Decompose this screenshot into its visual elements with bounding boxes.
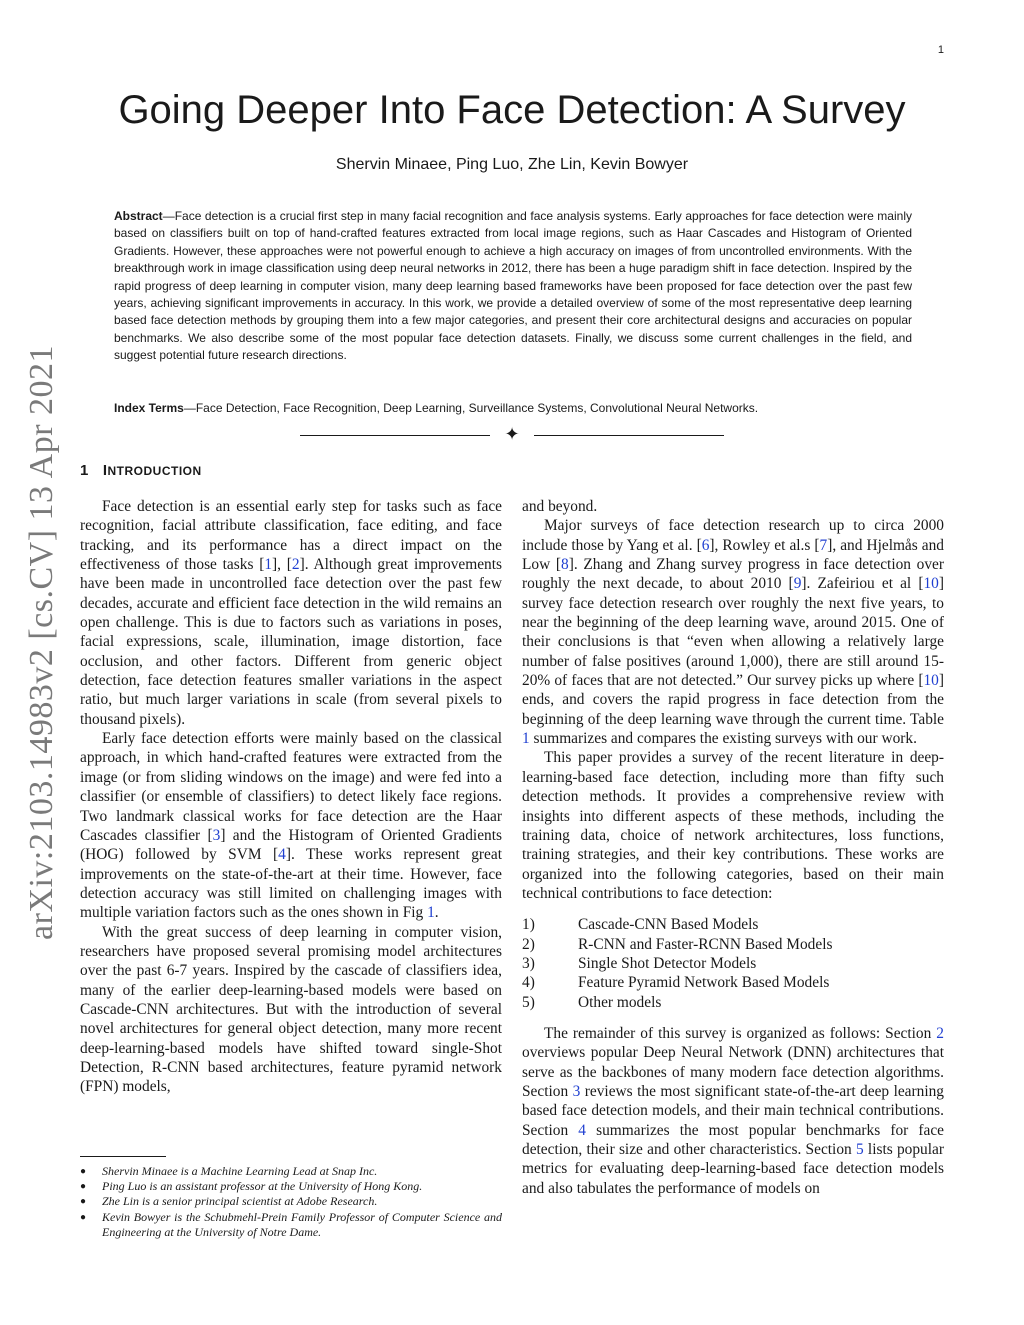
index-terms-text: —Face Detection, Face Recognition, Deep Learning, Surveillance Systems, Convolutional Neural Networks. (183, 401, 759, 415)
section-link[interactable]: 5 (855, 1141, 864, 1158)
footnote-text: Shervin Minaee is a Machine Learning Lead at Snap Inc. (102, 1164, 378, 1178)
text-run: Face detection is an essential early step for tasks such as face recognition, facial attribute classification, face editing, and face tracking, and its performance has a direct impact on the effectiveness of those tasks [ (80, 498, 502, 574)
text-run: lists popular metrics for evaluating deep-learning-based face detection models and also tabulates the performance of models on (522, 1141, 944, 1197)
category-label: R-CNN and Faster-RCNN Based Models (578, 935, 833, 953)
text-run: reviews the most significant state-of-the-art deep learning based face detection models, and their main technical contributions. Section (522, 1082, 944, 1139)
page-number: 1 (937, 44, 944, 56)
text-run: ]. Although great improvements have been made in uncontrolled face detection over the past few decades, accurate and efficient face detection in the wild remains an open challenge. This is due to factors such as variations in poses, facial expressions, scale, illumination, image distortion, face occlusion, and other factors. Different from generic object detection, face detection features smaller variations in the aspect ratio, but much larger variations in scale (from several pixels to thousand pixels). (80, 556, 503, 728)
bullet-icon: ● (80, 1211, 87, 1223)
footnote-item (80, 1194, 502, 1209)
citation-link[interactable]: 6 (701, 536, 710, 554)
section-divider (300, 426, 724, 446)
footnote-item (80, 1210, 502, 1240)
text-run: summarizes the most popular benchmarks for face detection, their size and other characteristics. Section (522, 1121, 945, 1158)
abstract-text: —Face detection is a crucial first step in many facial recognition and face analysis systems. Early approaches for face detection were mainly based on classifiers built on top of hand-crafted features extracted from local image regions, such as Haar Cascades and Histogram of Oriented Gradients. However, these approaches were not powerful enough to achieve a high accuracy on images of from uncontrolled environments. With the breakthrough work in image classification using deep neural networks in 2012, there has been a huge paradigm shift in face detection. Inspired by the rapid progress of deep learning in computer vision, many deep learning based frameworks have been proposed for face detection over the past few years, achieving significant improvements in accuracy. In this work, we provide a detailed overview of some of the most representative deep learning based face detection methods by grouping them into a few major categories, and present their core architectural designs and accuracies on popular benchmarks. We also describe some of the most popular face detection datasets. Finally, we discuss some current challenges in the field, and suggest potential future research directions. (114, 209, 912, 363)
text-run: ], and Hjelmås and Low [ (522, 536, 944, 574)
category-list (522, 915, 944, 1012)
index-terms (114, 400, 912, 417)
citation-link[interactable]: 3 (212, 826, 221, 844)
citation-link[interactable]: 8 (561, 556, 569, 574)
category-label: Other models (578, 993, 662, 1011)
citation-link[interactable]: 1 (264, 556, 273, 574)
divider-line-right (534, 435, 724, 436)
index-terms-label: Index Terms (114, 401, 184, 415)
section-title-rest: NTRODUCTION (107, 464, 202, 478)
intro-paragraph-continued: and beyond. (522, 498, 598, 515)
citation-link[interactable]: 10 (923, 672, 939, 690)
abstract-label: Abstract (114, 209, 163, 223)
category-item (522, 935, 944, 954)
intro-paragraph-2 (80, 729, 502, 922)
section-link[interactable]: 4 (578, 1121, 586, 1139)
citation-link[interactable]: 7 (819, 536, 828, 554)
text-run: ], [ (272, 556, 292, 574)
footnote-item (80, 1164, 502, 1179)
category-item (522, 973, 944, 992)
section-title-initial: I (102, 462, 108, 479)
citation-link[interactable]: 2 (291, 556, 300, 574)
footnote-text: Ping Luo is an assistant professor at the University of Hong Kong. (102, 1179, 423, 1194)
text-run: Major surveys of face detection research up to circa 2000 include those by Yang et al. [ (522, 517, 944, 554)
intro-paragraph-4 (522, 516, 944, 748)
citation-link[interactable]: 10 (923, 575, 939, 593)
text-run: overviews popular Deep Neural Network (DNN) architectures that serve as the backbones of many modern face detection algorithms. Section (522, 1044, 944, 1100)
text-run: ]. These works represent great improvements on the state-of-the-art at their time. However, face detection accuracy was still limited on challenging images with multiple variation factors such as the ones shown in Fig (80, 846, 502, 922)
table-link[interactable]: 1 (522, 730, 530, 748)
footnote-rule (80, 1156, 166, 1157)
category-item (522, 915, 944, 934)
section-link[interactable]: 2 (936, 1024, 944, 1042)
category-number: 5) (522, 993, 535, 1011)
section-link[interactable]: 3 (572, 1082, 581, 1100)
text-run: ] ends, and covers the rapid progress in face detection from the beginning of the deep learning wave through the current time. Table (522, 672, 944, 728)
category-number: 3) (522, 954, 535, 972)
category-label: Feature Pyramid Network Based Models (578, 974, 830, 992)
text-run: summarizes and compares the existing surveys with our work. (529, 730, 917, 748)
footnote-item (80, 1179, 502, 1194)
paper-title: Going Deeper Into Face Detection: A Survey (118, 88, 906, 132)
category-item (522, 993, 944, 1012)
intro-paragraph-5: This paper provides a survey of the recent literature in deep-learning-based face detection, including more than fifty such detection methods. It provides a comprehensive review with insights into different aspects of these methods, including the training data, choice of network architectures, loss functions, training strategies, and their key contributions. These works are organized into the following categories, based on their main technical contributions to face detection: (522, 749, 944, 902)
author-footnotes (80, 1164, 502, 1240)
figure-link[interactable]: 1 (427, 904, 435, 922)
bullet-icon: ● (80, 1166, 87, 1177)
category-item (522, 954, 944, 973)
text-run: ]. Zhang and Zhang survey progress in face detection over roughly the next decade, to about 2010 [ (522, 556, 944, 593)
section-heading-introduction (80, 462, 202, 479)
citation-link[interactable]: 9 (793, 575, 802, 593)
intro-paragraph-6 (522, 1024, 944, 1198)
arxiv-stamp: arXiv:2103.14983v2 [cs.CV] 13 Apr 2021 (23, 344, 60, 940)
text-run: ], Rowley et al.s [ (709, 536, 820, 554)
citation-link[interactable]: 4 (278, 846, 286, 864)
text-run: The remainder of this survey is organized as follows: Section (544, 1024, 937, 1042)
bullet-icon: ● (80, 1196, 87, 1208)
bullet-icon: ● (80, 1181, 87, 1193)
intro-paragraph-1 (80, 497, 502, 729)
footnote-text: Kevin Bowyer is the Schubmehl-Prein Family Professor of Computer Science and Engineering at the University of Notre Dame. (102, 1209, 502, 1239)
text-run: ]. Zafeiriou et al [ (801, 575, 924, 593)
footnote-text: Zhe Lin is a senior principal scientist at Adobe Research. (102, 1194, 378, 1209)
left-column (80, 497, 502, 1097)
intro-paragraph-3: With the great success of deep learning in computer vision, researchers have proposed several promising model architectures over the past 6-7 years. Inspired by the cascade of classifiers idea, many of the earlier deep-learning-based models were based on Cascade-CNN architectures. But with the introduction of several novel architectures for general object detection, many more recent deep-learning-based models have shifted toward single-Shot Detection, R-CNN based architectures, feature pyramid network (FPN) models, (80, 923, 502, 1096)
text-run: . (434, 904, 439, 922)
category-number: 1) (522, 916, 535, 934)
section-number: 1 (80, 462, 89, 479)
category-label: Cascade-CNN Based Models (578, 916, 759, 934)
right-column (522, 497, 944, 1198)
text-run: Early face detection efforts were mainly based on the classical approach, in which hand-crafted features were extracted from the image (or from sliding windows on the image) and were fed into a classifier (or ensemble of classifiers) to detect likely face regions. Two landmark classical works for face detection are the Haar Cascades classifier [ (80, 730, 502, 844)
abstract (114, 208, 912, 365)
category-label: Single Shot Detector Models (578, 954, 757, 972)
text-run: ] and the Histogram of Oriented Gradients (HOG) followed by SVM [ (80, 826, 502, 864)
category-number: 2) (522, 935, 535, 953)
divider-star-icon: ✦ (504, 424, 520, 445)
text-run: ] survey face detection research over roughly the next five years, to near the beginning of the deep learning wave, around 2015. One of their conclusions is that “even when allowing a relatively large number of false positives (around 1,000), there are still around 15-20% of faces that are not detected.” Our survey picks up where [ (522, 575, 944, 690)
category-number: 4) (522, 974, 535, 992)
author-list: Shervin Minaee, Ping Luo, Zhe Lin, Kevin Bowyer (335, 156, 689, 173)
